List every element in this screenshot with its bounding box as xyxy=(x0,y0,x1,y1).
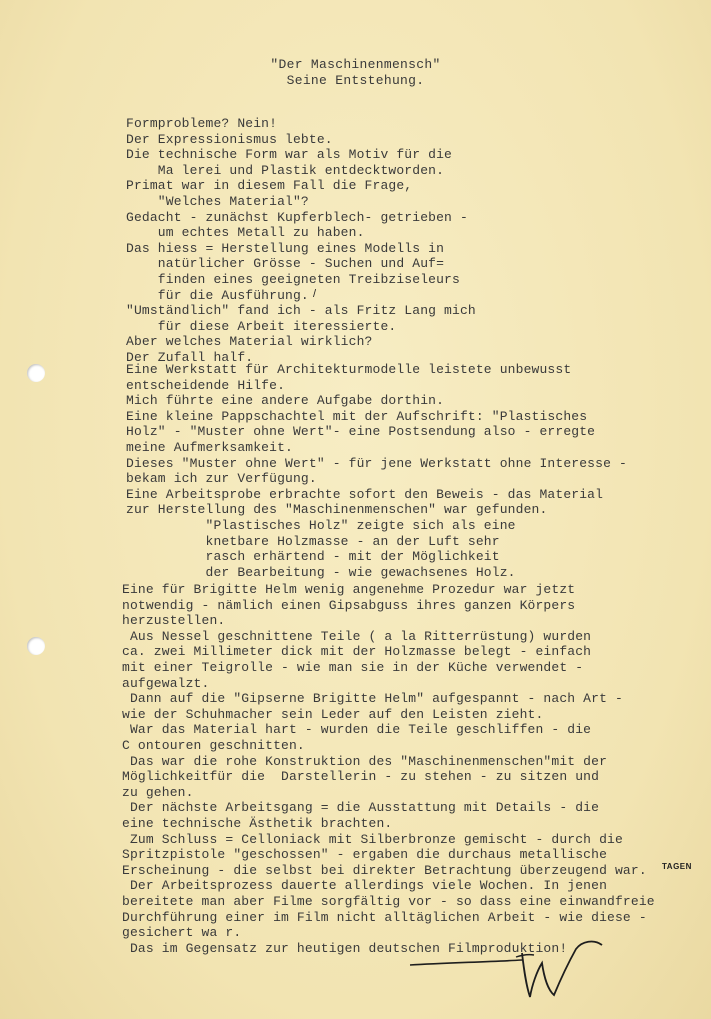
text-line: wie der Schuhmacher sein Leder auf den Leisten zieht. xyxy=(122,706,544,722)
text-line: Die technische Form war als Motiv für die xyxy=(126,147,453,163)
text-line: Der Zufall half. xyxy=(126,350,254,365)
text-line: Ma lerei und Plastik entdecktworden. xyxy=(126,162,445,178)
text-line: bereitete man aber Filme sorgfältig vor - so dass eine einwandfreie xyxy=(122,894,655,909)
text-line: Holz" - "Muster ohne Wert"- eine Postsendung also - erregte xyxy=(126,424,596,440)
document-title: "Der Maschinenmensch" xyxy=(270,57,441,72)
text-line: Aus Nessel geschnittene Teile ( a la Ritterrüstung) wurden xyxy=(122,628,592,644)
text-line: aufgewalzt. xyxy=(122,675,210,691)
text-line: Aber welches Material wirklich? xyxy=(126,334,373,350)
text-line: gesichert wa r. xyxy=(122,925,242,941)
text-line: Eine Arbeitsprobe erbrachte sofort den Beweis - das Material xyxy=(126,486,604,502)
text-line: rasch erhärtend - mit der Möglichkeit xyxy=(126,549,500,565)
text-line: finden eines geeigneten Treibziseleurs xyxy=(126,272,460,287)
text-line: eine technische Ästhetik brachten. xyxy=(122,816,393,831)
text-line: "Plastisches Holz" zeigte sich als eine xyxy=(126,518,516,533)
text-line: War das Material hart - wurden die Teile geschliffen - die xyxy=(122,722,592,738)
text-line: Dann auf die "Gipserne Brigitte Helm" aufgespannt - nach Art - xyxy=(122,691,623,707)
text-line: entscheidende Hilfe. xyxy=(126,377,286,393)
text-line: C ontouren geschnitten. xyxy=(122,738,305,753)
text-line: Möglichkeitfür die Darstellerin - zu stehen - zu sitzen und xyxy=(122,769,600,785)
text-line: Der nächste Arbeitsgang = die Ausstattung mit Details - die xyxy=(122,800,600,816)
text-line: der Bearbeitung - wie gewachsenes Holz. xyxy=(126,564,516,580)
text-line: knetbare Holzmasse - an der Luft sehr xyxy=(126,533,500,549)
text-line: ca. zwei Millimeter dick mit der Holzmasse belegt - einfach xyxy=(122,644,592,660)
text-line: Mich führte eine andere Aufgabe dorthin. xyxy=(126,393,445,409)
text-line: "Umständlich" fand ich - als Fritz Lang mich xyxy=(126,303,476,319)
text-line: Spritzpistole "geschossen" - ergaben die durchaus metallische xyxy=(122,847,608,863)
punch-hole-top xyxy=(27,364,45,382)
text-line: Der Arbeitsprozess dauerte allerdings viele Wochen. In jenen xyxy=(122,878,608,894)
signature-image xyxy=(404,935,614,1005)
handwritten-insert-mark: / xyxy=(313,288,317,300)
text-line: Der Expressionismus lebte. xyxy=(126,131,333,147)
text-line: herzustellen. xyxy=(122,613,226,629)
text-line: "Welches Material"? xyxy=(126,194,309,209)
text-line: natürlicher Grösse - Suchen und Auf= xyxy=(126,256,445,272)
text-line: um echtes Metall zu haben. xyxy=(126,225,365,241)
text-line: Erscheinung - die selbst bei direkter Betrachtung überzeugend war. xyxy=(122,862,647,878)
text-line: Gedacht - zunächst Kupferblech- getrieben - xyxy=(126,209,468,225)
text-line: zu gehen. xyxy=(122,784,194,800)
text-line: notwendig - nämlich einen Gipsabguss ihres ganzen Körpers xyxy=(122,597,576,613)
text-line: für diese Arbeit iteressierte. xyxy=(126,318,397,334)
text-line: zur Herstellung des "Maschinenmenschen" war gefunden. xyxy=(126,502,548,518)
text-line: Formprobleme? Nein! xyxy=(126,116,278,131)
text-line: mit einer Teigrolle - wie man sie in der Küche verwendet - xyxy=(122,660,584,675)
text-line: bekam ich zur Verfügung. xyxy=(126,471,317,487)
text-line: Zum Schluss = Celloniack mit Silberbronze gemischt - durch die xyxy=(122,831,623,847)
text-line: meine Aufmerksamkeit. xyxy=(126,440,293,455)
text-line: für die Ausführung. xyxy=(126,287,309,303)
text-line: Das hiess = Herstellung eines Modells in xyxy=(126,240,445,256)
text-line: Eine für Brigitte Helm wenig angenehme Prozedur war jetzt xyxy=(122,582,576,597)
text-line: Eine kleine Pappschachtel mit der Aufschrift: "Plastisches xyxy=(126,408,588,424)
document-subtitle: Seine Entstehung. xyxy=(286,73,425,88)
text-line: Dieses "Muster ohne Wert" - für jene Werkstatt ohne Interesse - xyxy=(126,455,627,471)
punch-hole-bottom xyxy=(27,637,45,655)
handwritten-annotation-tagen: TAGEN xyxy=(662,862,692,871)
text-line: Das war die rohe Konstruktion des "Maschinenmenschen"mit der xyxy=(122,753,608,769)
text-line: Durchführung einer im Film nicht alltäglichen Arbeit - wie diese - xyxy=(122,909,647,925)
text-line: Eine Werkstatt für Architekturmodelle leistete unbewusst xyxy=(126,362,572,377)
text-line: Das im Gegensatz zur heutigen deutschen Filmproduktion! xyxy=(122,940,568,956)
text-line: Primat war in diesem Fall die Frage, xyxy=(126,178,413,194)
